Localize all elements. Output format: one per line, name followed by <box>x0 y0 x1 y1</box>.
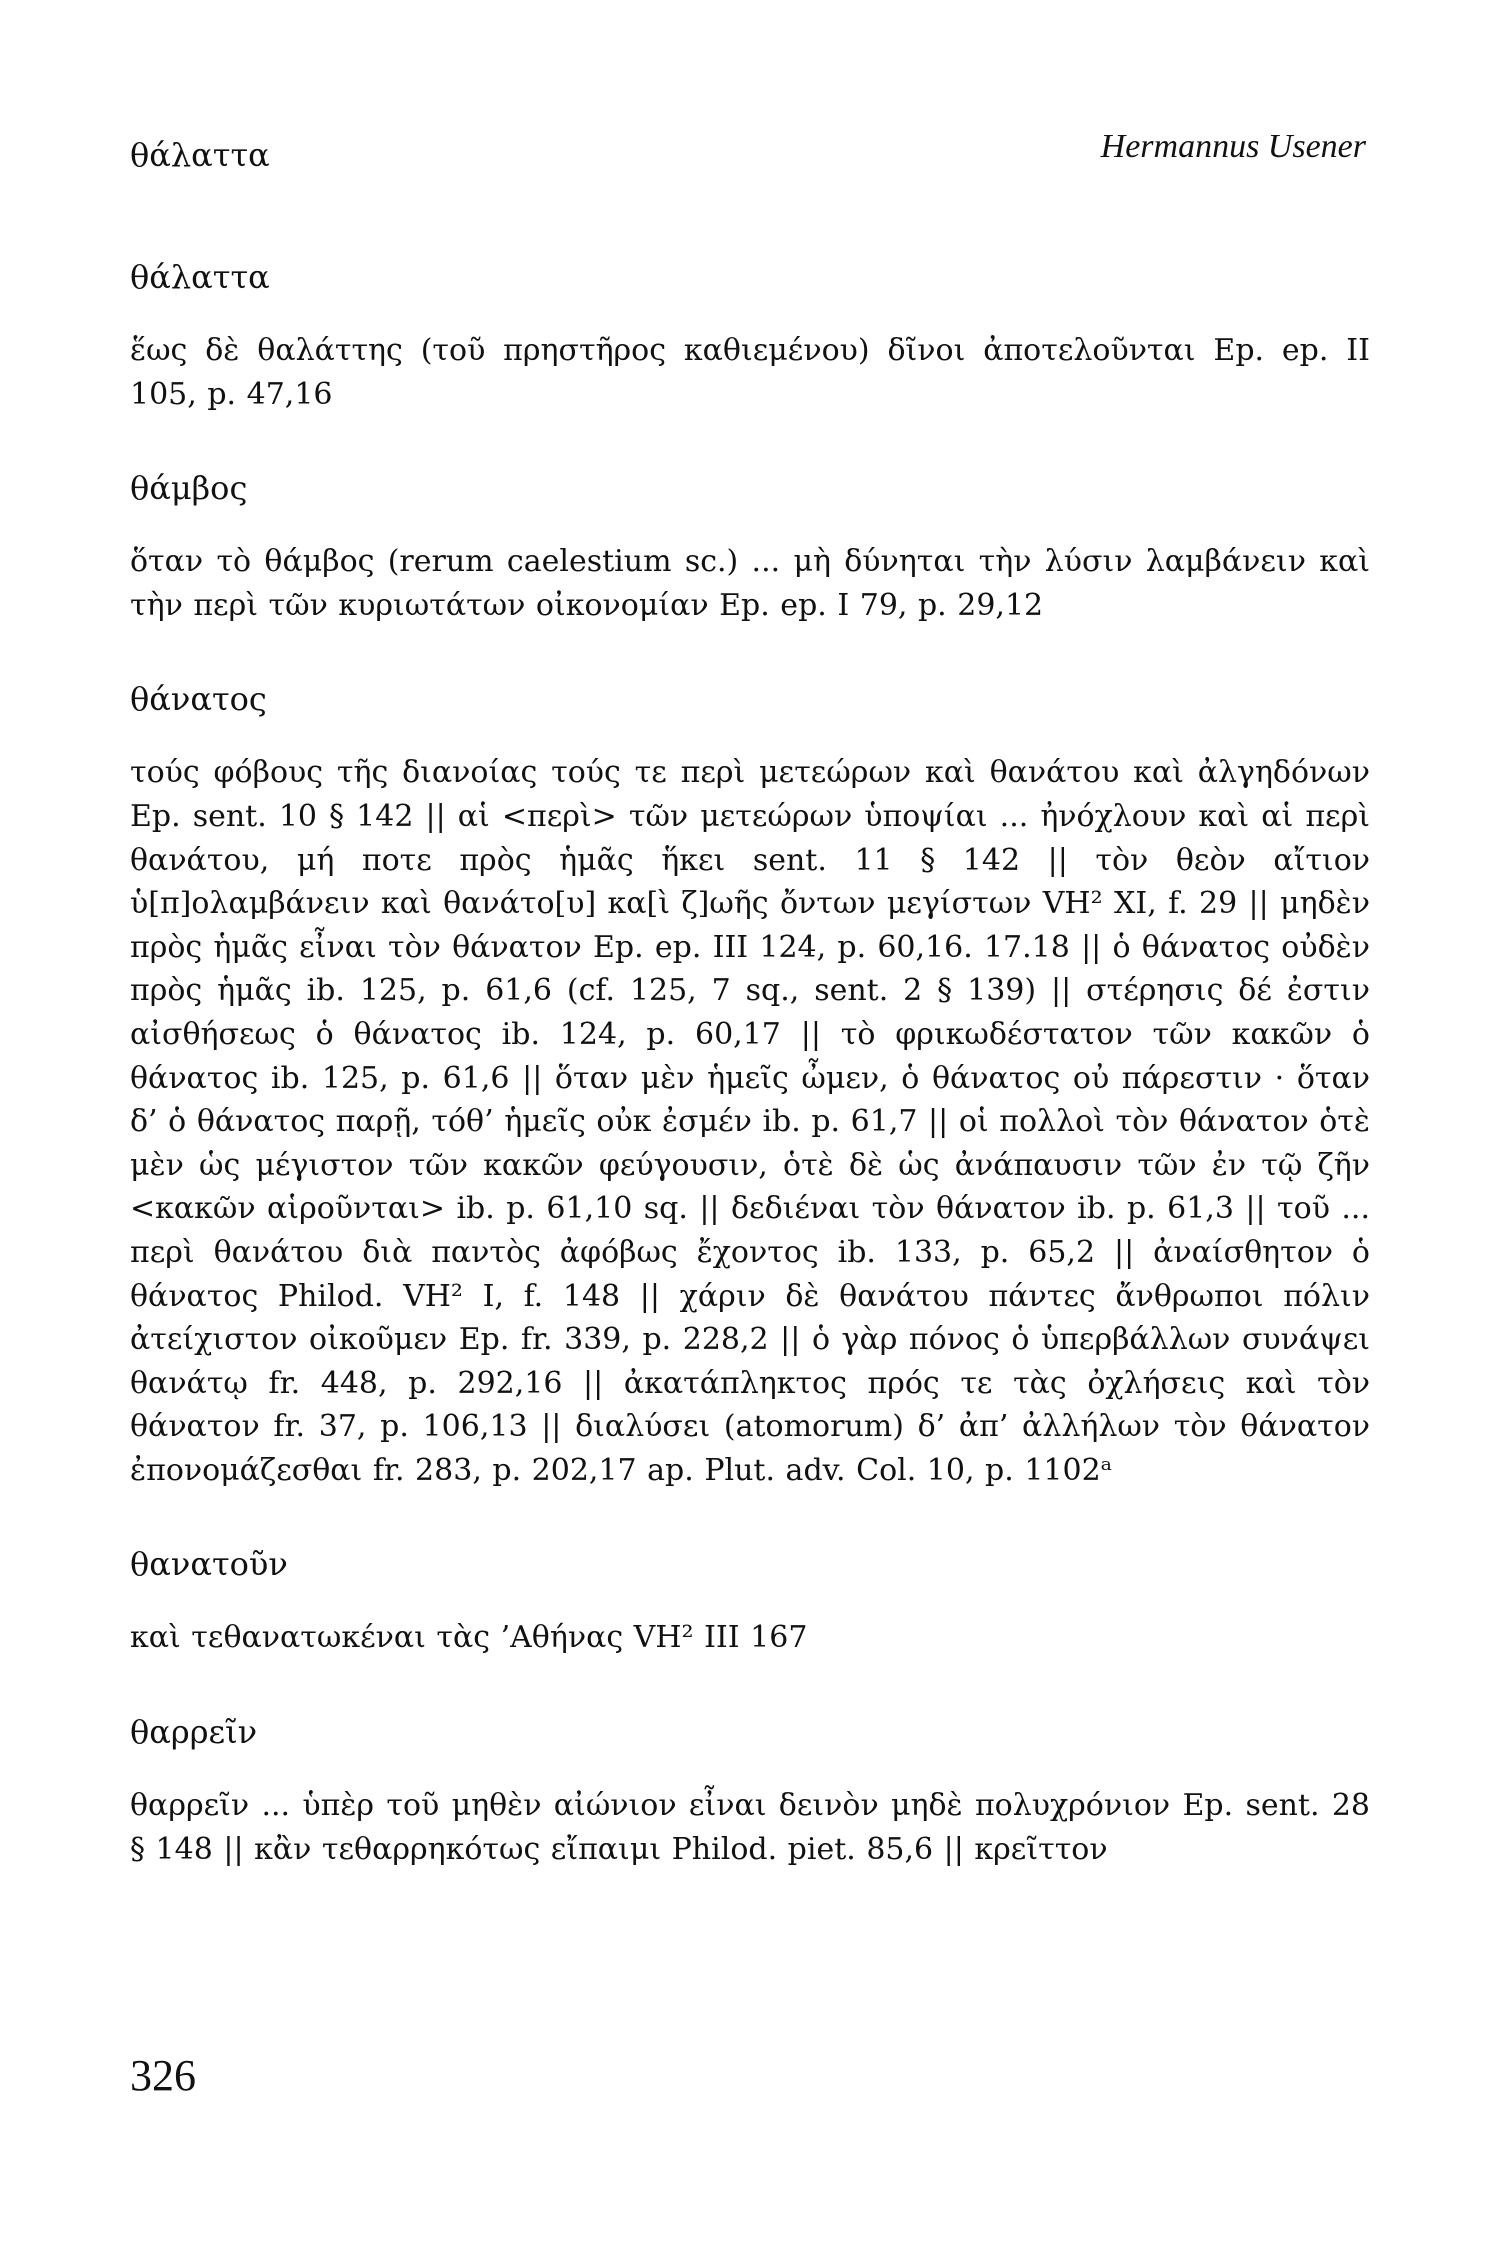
headword: θάλαττα <box>130 258 270 296</box>
headword: θάνατος <box>130 680 267 719</box>
headword: θανατοῦν <box>130 1545 288 1584</box>
entry-list <box>130 255 1370 1921</box>
headword: θαρρεῖν <box>130 1713 258 1752</box>
entry-text: καὶ τεθανατωκέναι τὰς ’Αθήνας VH² III 167 <box>130 1620 808 1656</box>
entry-text: ὅταν τὸ θάμβος (rerum caelestium sc.) ... μὴ δύνηται τὴν λύσιν λαμβάνειν καὶ τὴν περὶ τῶν κυριωτάτων οἰκονομίαν Ep. ep. I 79, p. 29,12 <box>130 544 1370 623</box>
headword: θάμβος <box>130 469 248 508</box>
entry-thalatta <box>130 255 1370 416</box>
entry-text: τούς φόβους τῆς διανοίας τούς τε περὶ μετεώρων καὶ θανάτου καὶ ἀλγηδόνων Ep. sent. 10 § 142 || αἱ <περὶ> τῶν μετεώρων ὑποψίαι ... ἠνόχλουν καὶ αἱ περὶ θανάτου, μή ποτε πρὸς ἡμᾶς ἥκει sent. 11 § 142 || τὸν θεὸν αἴτιον ὑ[π]ολαμβάνειν καὶ θανάτο[υ] κα[ὶ ζ]ωῆς ὄντων μεγίστων VH² XI, f. 29 || μηδὲν πρὸς ἡμᾶς εἶναι τὸν θάνατον Ep. ep. III 124, p. 60,16. 17.18 || ὁ θάνατος οὐδὲν πρὸς ἡμᾶς ib. 125, p. 61,6 (cf. 125, 7 sq., sent. 2 § 139) || στέρησις δέ ἐστιν αἰσθήσεως ὁ θάνατος ib. 124, p. 60,17 || τὸ φρικωδέστατον τῶν κακῶν ὁ θάνατος ib. 125, p. 61,6 || ὅταν μὲν ἡμεῖς ὦμεν, ὁ θάνατος οὐ πάρεστιν · ὅταν δ’ ὁ θάνατος παρῇ, τόθ’ ἡμεῖς οὐκ ἐσμέν ib. p. 61,7 || οἱ πολλοὶ τὸν θάνατον ὁτὲ μὲν ὡς μέγιστον τῶν κακῶν φεύγουσιν, ὁτὲ δὲ ὡς ἀνάπαυσιν τῶν ἐν τῷ ζῆν <κακῶν αἱροῦνται> ib. p. 61,10 sq. || δεδιέναι τὸν θάνατον ib. p. 61,3 || τοῦ ... περὶ θανάτου διὰ παντὸς ἀφόβως ἔχοντος ib. 133, p. 65,2 || ἀναίσθητον ὁ θάνατος Philod. VH² I, f. 148 || χάριν δὲ θανάτου πάντες ἄνθρωποι πόλιν ἀτείχιστον οἰκοῦμεν Ep. fr. 339, p. 228,2 || ὁ γὰρ πόνος ὁ ὑπερβάλλων συνάψει θανάτῳ fr. 448, p. 292,16 || ἀκατάπληκτος πρός τε τὰς ὀχλήσεις καὶ τὸν θάνατον fr. 37, p. 106,13 || διαλύσει (atomorum) δ’ ἀπ’ ἀλλήλων τὸν θάνατον ἐπονομάζεσθαι fr. 283, p. 202,17 ap. Plut. adv. Col. 10, p. 1102ᵃ <box>130 755 1370 1488</box>
running-head-left: θάλαττα <box>130 136 270 174</box>
entry-text: ἕως δὲ θαλάττης (τοῦ πρηστῆρος καθιεμένου) δῖνοι ἀποτελοῦνται Ep. ep. II 105, p. 47,16 <box>130 333 1370 412</box>
running-head-right: Hermannus Usener <box>1100 128 1366 165</box>
entry-thanatoun <box>130 1542 1370 1660</box>
entry-text: θαρρεῖν ... ὑπὲρ τοῦ μηθὲν αἰώνιον εἶναι δεινὸν μηδὲ πολυχρόνιον Ep. sent. 28 § 148 || κἂν τεθαρρηκότως εἴπαιμι Philod. piet. 85,6 || κρεῖττον <box>130 1788 1370 1867</box>
running-head <box>130 128 1366 178</box>
page-number: 326 <box>130 2051 196 2100</box>
entry-thanatos <box>130 677 1370 1492</box>
entry-tharrein <box>130 1710 1370 1871</box>
entry-thambos <box>130 466 1370 627</box>
